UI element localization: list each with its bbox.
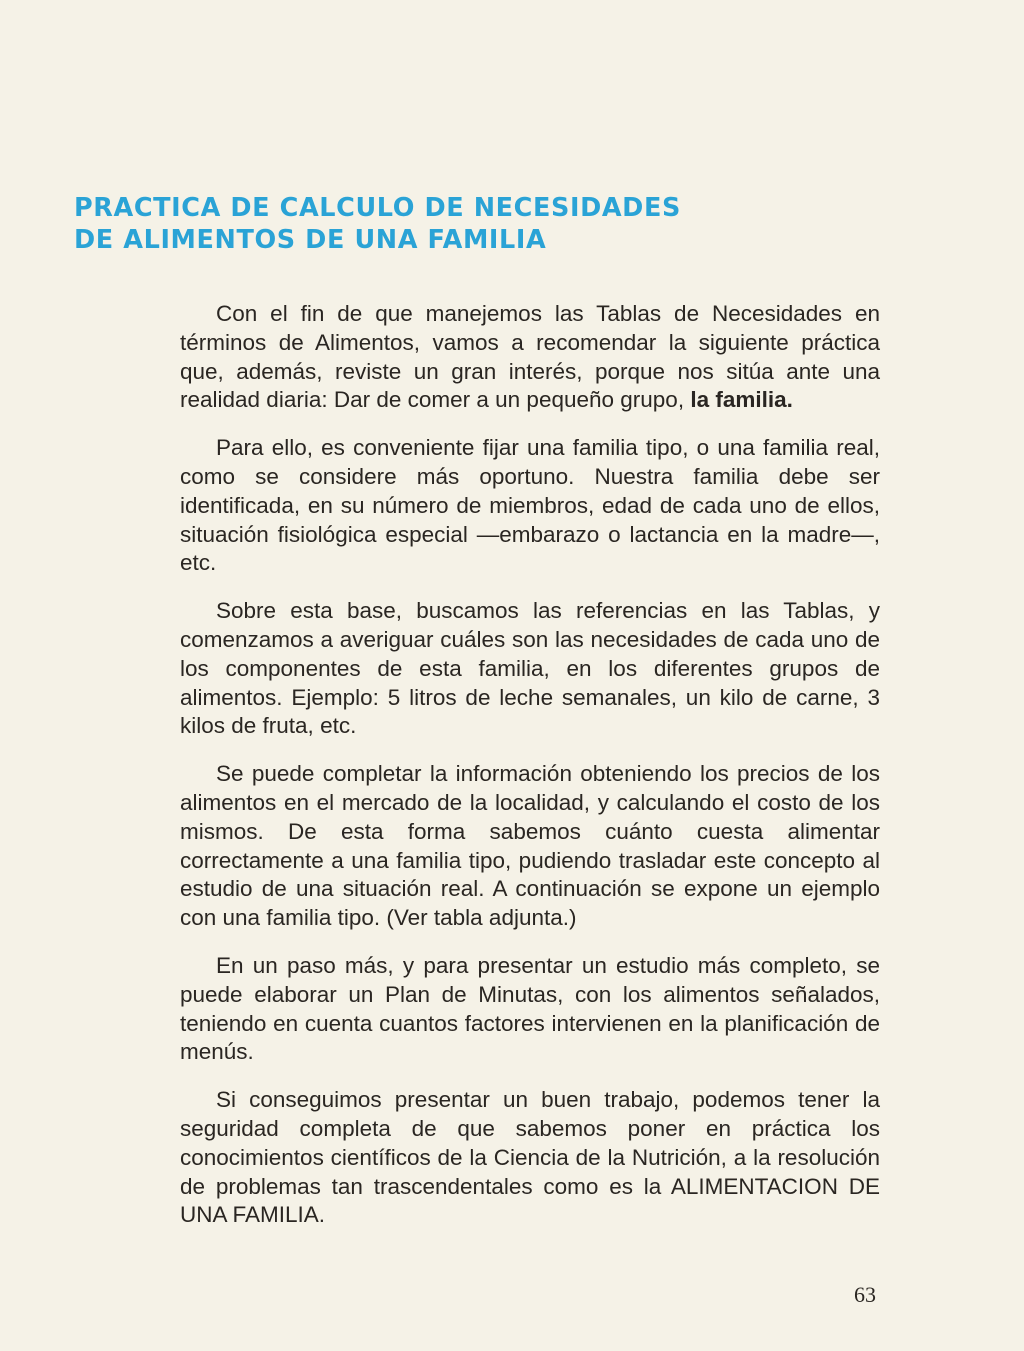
paragraph-5: En un paso más, y para presentar un estudio más completo, se puede elaborar un Plan de Minutas, con los alimentos señalados, teniendo en cuenta cuantos factores intervienen en la planificación de menús. bbox=[180, 952, 880, 1065]
paragraph-3: Sobre esta base, buscamos las referencias en las Tablas, y comenzamos a averiguar cuáles son las necesidades de cada uno de los componentes de esta familia, en los diferentes grupos de alimentos. Ejemplo: 5 litros de leche semanales, un kilo de carne, 3 kilos de fruta, etc. bbox=[180, 598, 880, 739]
paragraph-1-bold: la familia. bbox=[690, 387, 793, 413]
paragraph-2: Para ello, es conveniente fijar una familia tipo, o una familia real, como se considere más oportuno. Nuestra familia debe ser identificada, en su número de miembros, edad de cada uno de ellos, situación fisiológica especial —embarazo o lactancia en la madre—, etc. bbox=[180, 435, 880, 576]
paragraph-6: Si conseguimos presentar un buen trabajo, podemos tener la seguridad completa de que sabemos poner en práctica los conocimientos científicos de la Ciencia de la Nutrición, a la resolución de problemas tan trascendentales como es la ALIMENTACION DE UNA FAMILIA. bbox=[180, 1087, 880, 1228]
title-line-1: PRACTICA DE CALCULO DE NECESIDADES bbox=[74, 193, 681, 223]
paragraph-4: Se puede completar la información obteniendo los precios de los alimentos en el mercado de la localidad, y calculando el costo de los mismos. De esta forma sabemos cuánto cuesta alimentar correctamente a una familia tipo, pudiendo trasladar este concepto al estudio de una situación real. A continuación se expone un ejemplo con una familia tipo. (Ver tabla adjunta.) bbox=[180, 761, 880, 931]
page-title bbox=[74, 192, 774, 256]
body-text bbox=[180, 300, 880, 1249]
paragraph-1 bbox=[180, 300, 880, 415]
paragraph-1-text: Con el fin de que manejemos las Tablas de Necesidades en términos de Alimentos, vamos a recomendar la siguiente práctica que, además, reviste un gran interés, porque nos sitúa ante una realidad diaria: Dar de comer a un pequeño grupo, bbox=[180, 301, 880, 413]
title-line-2: DE ALIMENTOS DE UNA FAMILIA bbox=[74, 225, 547, 255]
page-number: 63 bbox=[854, 1282, 876, 1307]
